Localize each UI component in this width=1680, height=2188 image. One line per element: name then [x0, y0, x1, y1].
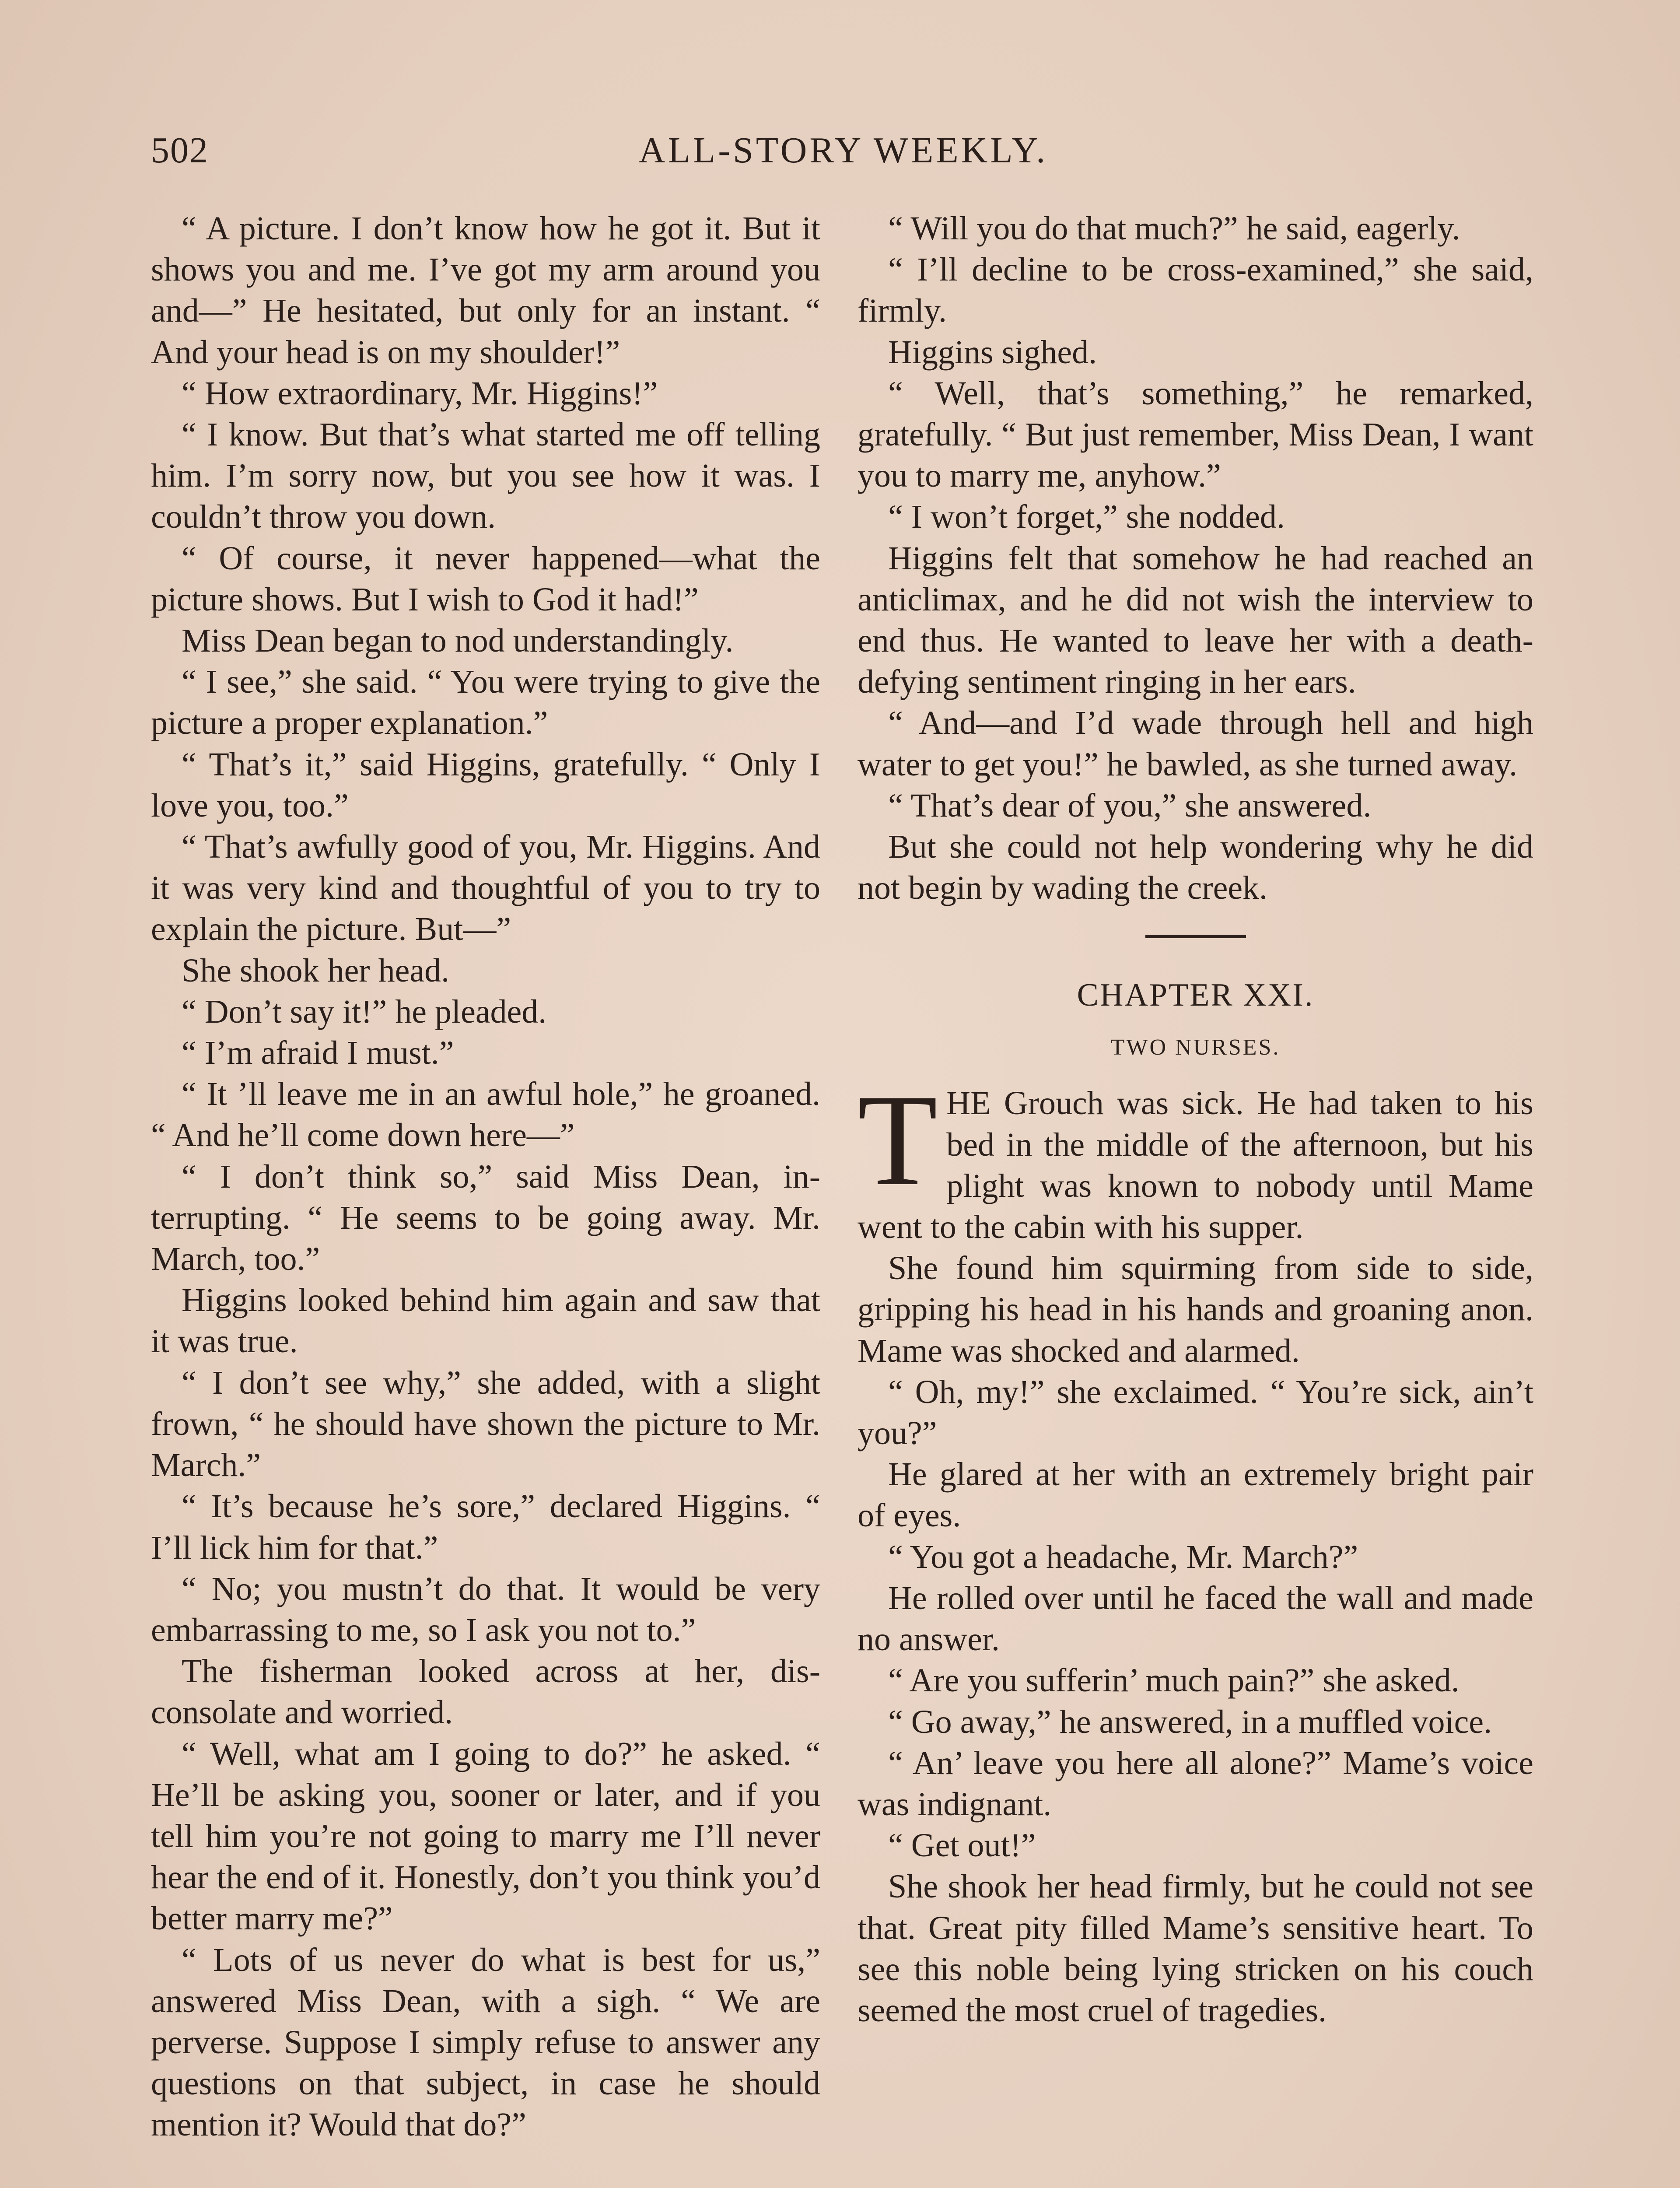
paragraph: “ Lots of us never do what is best for us,” answered Miss Dean, with a sigh. “ We are perverse. Suppose I simply refuse to answer any questions on that subject, in case he should mention it? Would that do?” — [151, 1941, 820, 2143]
paragraph: The fisherman looked across at her, disconsolate and worried. — [151, 1653, 820, 1731]
paragraph: He rolled over until he faced the wall and made no answer. — [858, 1579, 1533, 1658]
first-paragraph-text: HE Grouch was sick. He had taken to his bed in the middle of the afternoon, but his plight was known to nobody until Mame went to the cabin with his supper. — [858, 1085, 1533, 1246]
paragraph: “ And—and I’d wade through hell and high water to get you!” he bawled, as she turned away. — [858, 705, 1533, 783]
paragraph: “ A picture. I don’t know how he got it. But it shows you and me. I’ve got my arm around you and—” He hesitated, but only for an instant. “ And your head is on my shoulder!” — [151, 210, 820, 371]
paragraph: “ Well, what am I going to do?” he asked. “ He’ll be asking you, sooner or later, and if you tell him you’re not going to marry me I’ll never hear the end of it. Honestly, don’t you think you’d better marry me?” — [151, 1735, 820, 1937]
paragraph: “ You got a headache, Mr. March?” — [888, 1538, 1358, 1575]
chapter-divider-rule — [1145, 935, 1246, 938]
paragraph: “ Will you do that much?” he said, eagerly. — [888, 210, 1460, 247]
paragraph: “ I don’t see why,” she added, with a slight frown, “ he should have shown the picture to Mr. March.” — [151, 1364, 820, 1484]
paragraph: Miss Dean began to nod understandingly. — [182, 622, 734, 659]
paragraph: “ Oh, my!” she exclaimed. “ You’re sick, ain’t you?” — [858, 1373, 1533, 1452]
page-number: 502 — [151, 130, 209, 171]
paragraph: “ It ’ll leave me in an awful hole,” he groaned. “ And he’ll come down here—” — [151, 1076, 820, 1154]
paragraph: “ I’ll decline to be cross-examined,” she said, firmly. — [858, 251, 1533, 330]
paragraph: “ No; you mustn’t do that. It would be very embarrassing to me, so I ask you not to.” — [151, 1570, 820, 1648]
paragraph: “ I see,” she said. “ You were trying to give the picture a proper explanation.” — [151, 663, 820, 742]
paragraph: But she could not help wondering why he did not begin by wading the creek. — [858, 828, 1533, 907]
paragraph: Higgins looked behind him again and saw that it was true. — [151, 1282, 820, 1360]
paragraph: Higgins felt that somehow he had reached an anticlimax, and he did not wish the interview to end thus. He wanted to leave her with a death-defying sentiment ringing in her ears. — [858, 540, 1533, 701]
paragraph: “ I won’t forget,” she nodded. — [888, 498, 1285, 536]
paragraph: “ Don’t say it!” he pleaded. — [182, 993, 547, 1030]
paragraph: “ Get out!” — [888, 1827, 1036, 1864]
paragraph: “ How extraordinary, Mr. Higgins!” — [182, 375, 658, 412]
chapter-subtitle: TWO NURSES. — [1110, 1035, 1281, 1060]
page-header — [151, 129, 1536, 186]
paragraph: “ Of course, it never happened—what the picture shows. But I wish to God it had!” — [151, 540, 820, 618]
paragraph: “ I know. But that’s what started me off telling him. I’m sorry now, but you see how it was. I couldn’t throw you down. — [151, 416, 820, 536]
paragraph: She found him squirming from side to side, gripping his head in his hands and groaning anon. Mame was shocked and alarmed. — [858, 1250, 1533, 1369]
paragraph: He glared at her with an extremely bright pair of eyes. — [858, 1456, 1533, 1534]
paragraph: She shook her head firmly, but he could not see that. Great pity filled Mame’s sensitive heart. To see this noble being lying stricken on his couch seemed the most cruel of tragedies. — [858, 1868, 1533, 2029]
paragraph: “ I don’t think so,” said Miss Dean, interrupting. “ He seems to be going away. Mr. March, too.” — [151, 1158, 820, 1278]
paragraph: “ Well, that’s something,” he remarked, gratefully. “ But just remember, Miss Dean, I want you to marry me, anyhow.” — [858, 375, 1533, 494]
paragraph: “ That’s dear of you,” she answered. — [888, 787, 1372, 824]
paragraph: “ Go away,” he answered, in a muffled voice. — [888, 1703, 1492, 1740]
chapter-first-paragraph — [858, 1067, 1533, 1248]
paragraph: She shook her head. — [182, 952, 450, 989]
right-column — [858, 208, 1533, 2031]
paragraph: Higgins sighed. — [888, 333, 1097, 371]
paragraph: “ I’m afraid I must.” — [182, 1034, 454, 1072]
drop-cap: T — [858, 1067, 938, 1213]
paragraph: “ Are you sufferin’ much pain?” she asked. — [888, 1662, 1460, 1699]
paragraph: “ That’s awfully good of you, Mr. Higgins. And it was very kind and thoughtful of you to try to explain the picture. But—” — [151, 828, 820, 948]
paragraph: “ That’s it,” said Higgins, gratefully. “ Only I love you, too.” — [151, 746, 820, 824]
left-column — [151, 208, 820, 2146]
paragraph: “ An’ leave you here all alone?” Mame’s voice was indignant. — [858, 1744, 1533, 1823]
running-title: ALL-STORY WEEKLY. — [638, 130, 1048, 171]
chapter-title: CHAPTER XXI. — [1077, 977, 1314, 1013]
paragraph: “ It’s because he’s sore,” declared Higgins. “ I’ll lick him for that.” — [151, 1488, 820, 1566]
